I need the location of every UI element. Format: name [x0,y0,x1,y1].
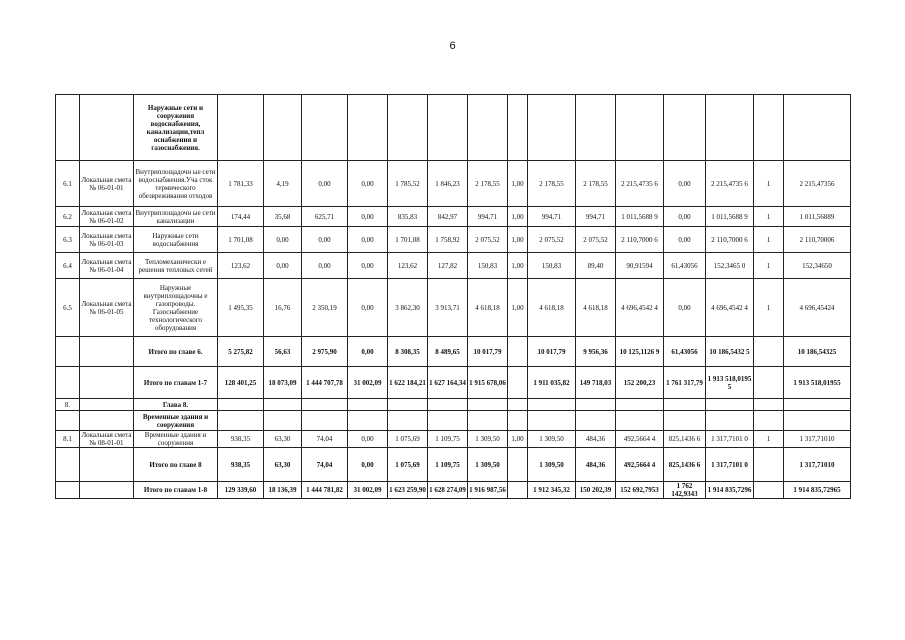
estimate-table [55,94,851,499]
value-cell: 484,36 [576,448,616,482]
value-cell: 1 628 274,09 [428,482,468,499]
row-number: 8.1 [56,431,80,448]
value-cell: 1 317,71010 [784,448,851,482]
value-cell [754,337,784,367]
value-cell: 3 913,71 [428,279,468,337]
value-cell [468,411,508,431]
table-row [56,227,851,253]
value-cell: 128 401,25 [218,367,264,399]
value-cell: 0,00 [302,253,348,279]
value-cell: 1 [754,279,784,337]
table-row [56,279,851,337]
value-cell: 152,3465 0 [706,253,754,279]
value-cell [428,95,468,161]
total-row [56,482,851,499]
value-cell: 1 317,7101 0 [706,431,754,448]
value-cell: 0,00 [348,227,388,253]
value-cell: 1 [754,207,784,227]
value-cell: 1,00 [508,431,528,448]
value-cell: 1 762 142,9343 [664,482,706,499]
value-cell: 1,00 [508,279,528,337]
estimate-ref [80,337,134,367]
value-cell: 825,1436 6 [664,448,706,482]
value-cell: 150,83 [528,253,576,279]
value-cell [576,411,616,431]
item-name: Временные здания и сооружения [134,411,218,431]
value-cell: 0,00 [664,207,706,227]
value-cell [784,399,851,411]
table-row [56,161,851,207]
row-number: 6.5 [56,279,80,337]
total-row [56,337,851,367]
value-cell: 2 075,52 [576,227,616,253]
value-cell: 1 444 781,82 [302,482,348,499]
estimate-ref [80,411,134,431]
value-cell: 10 186,5432 5 [706,337,754,367]
value-cell [218,95,264,161]
chapter-row [56,399,851,411]
row-number [56,337,80,367]
value-cell: 1 701,08 [388,227,428,253]
value-cell: 1 495,35 [218,279,264,337]
value-cell: 835,83 [388,207,428,227]
estimate-ref [80,399,134,411]
value-cell [508,448,528,482]
value-cell [468,95,508,161]
value-cell: 31 002,09 [348,482,388,499]
value-cell: 16,76 [264,279,302,337]
value-cell: 2 350,19 [302,279,348,337]
value-cell: 2 110,7000 6 [706,227,754,253]
value-cell: 1 785,52 [388,161,428,207]
value-cell: 1 309,50 [528,448,576,482]
row-number [56,411,80,431]
value-cell: 994,71 [468,207,508,227]
value-cell: 2 215,4735 6 [616,161,664,207]
value-cell: 492,5664 4 [616,448,664,482]
value-cell: 1 109,75 [428,431,468,448]
value-cell [508,411,528,431]
value-cell: 2 110,7000 6 [616,227,664,253]
value-cell: 152 200,23 [616,367,664,399]
value-cell: 127,82 [428,253,468,279]
value-cell: 1 916 987,56 [468,482,508,499]
value-cell [508,399,528,411]
value-cell: 18 136,39 [264,482,302,499]
value-cell [754,448,784,482]
value-cell: 10 017,79 [468,337,508,367]
value-cell: 1 911 035,82 [528,367,576,399]
value-cell: 152 692,7953 [616,482,664,499]
item-name: Итого по главе 6. [134,337,218,367]
value-cell: 0,00 [264,227,302,253]
total-row [56,448,851,482]
value-cell: 1 011,5688 9 [616,207,664,227]
value-cell: 1 317,71010 [784,431,851,448]
value-cell: 0,00 [348,448,388,482]
value-cell: 2 075,52 [468,227,508,253]
item-name: Итого по главам 1-8 [134,482,218,499]
value-cell [218,411,264,431]
page-number: 6 [449,40,456,52]
value-cell: 2 110,70006 [784,227,851,253]
value-cell: 625,71 [302,207,348,227]
value-cell: 1 915 678,06 [468,367,508,399]
item-name: Внутриплощадочн ые сети канализации [135,208,216,225]
value-cell: 0,00 [302,161,348,207]
estimate-ref: Локальная смета № 06-01-05 [80,279,134,337]
value-cell: 825,1436 6 [664,431,706,448]
value-cell: 1 [754,227,784,253]
estimate-ref: Локальная смета № 06-01-03 [80,227,134,253]
estimate-ref [80,95,134,161]
value-cell: 1 444 707,78 [302,367,348,399]
value-cell: 2 178,55 [576,161,616,207]
value-cell [664,95,706,161]
value-cell: 1 075,69 [388,431,428,448]
value-cell: 1 913 518,01955 [784,367,851,399]
value-cell [388,95,428,161]
item-name: Наружные внутриплощадочны е газопроводы. Газоснабжение технологического оборудования [134,279,218,337]
value-cell [508,367,528,399]
value-cell: 8 489,65 [428,337,468,367]
value-cell: 1 623 259,90 [388,482,428,499]
value-cell: 8 308,35 [388,337,428,367]
value-cell: 123,62 [218,253,264,279]
value-cell [754,411,784,431]
value-cell: 5 275,82 [218,337,264,367]
value-cell: 63,30 [264,431,302,448]
value-cell [706,95,754,161]
value-cell [428,399,468,411]
value-cell: 1 914 835,72965 [784,482,851,499]
value-cell: 994,71 [576,207,616,227]
value-cell: 61,43056 [664,337,706,367]
value-cell: 3 862,30 [388,279,428,337]
item-name: Итого по главе 8 [134,448,218,482]
table-row [56,207,851,227]
value-cell [264,95,302,161]
value-cell: 1 758,92 [428,227,468,253]
value-cell: 0,00 [664,279,706,337]
value-cell [264,411,302,431]
value-cell: 0,00 [348,431,388,448]
value-cell: 1 317,7101 0 [706,448,754,482]
value-cell: 149 718,03 [576,367,616,399]
estimate-ref [80,482,134,499]
value-cell: 0,00 [664,227,706,253]
value-cell: 1 075,69 [388,448,428,482]
table-row [56,431,851,448]
value-cell: 90,91594 [616,253,664,279]
value-cell [388,411,428,431]
value-cell: 4 618,18 [576,279,616,337]
value-cell: 842,97 [428,207,468,227]
value-cell: 61,43056 [664,253,706,279]
value-cell [754,367,784,399]
value-cell [616,411,664,431]
value-cell: 1 [754,431,784,448]
estimate-table-body [56,95,851,499]
value-cell [348,399,388,411]
value-cell: 2 215,47356 [784,161,851,207]
value-cell [616,95,664,161]
value-cell [754,399,784,411]
value-cell: 89,40 [576,253,616,279]
value-cell [468,399,508,411]
value-cell: 1,00 [508,253,528,279]
value-cell [302,95,348,161]
value-cell: 1,00 [508,207,528,227]
value-cell: 0,00 [302,227,348,253]
value-cell: 4,19 [264,161,302,207]
value-cell: 10 017,79 [528,337,576,367]
value-cell: 63,30 [264,448,302,482]
value-cell [528,411,576,431]
table-row [56,253,851,279]
value-cell: 0,00 [264,253,302,279]
value-cell: 994,71 [528,207,576,227]
value-cell: 1 846,23 [428,161,468,207]
value-cell [264,399,302,411]
value-cell: 1 309,50 [468,431,508,448]
value-cell [528,95,576,161]
value-cell [508,95,528,161]
value-cell [508,337,528,367]
item-name: Глава 8. [134,399,218,411]
value-cell: 492,5664 4 [616,431,664,448]
row-number [56,367,80,399]
value-cell [302,411,348,431]
value-cell: 0,00 [664,161,706,207]
value-cell: 4 696,4542 4 [706,279,754,337]
value-cell: 10 186,54325 [784,337,851,367]
value-cell: 1 622 184,21 [388,367,428,399]
value-cell [784,95,851,161]
value-cell: 1,00 [508,161,528,207]
item-name: Наружные сети и сооружения водоснабжения, канализации,тепл оснабжения и газоснабжения. [134,95,218,161]
value-cell: 1 914 835,7296 [706,482,754,499]
item-name: Тепломеханически е решения тепловых сетей [134,253,218,279]
value-cell: 2 215,4735 6 [706,161,754,207]
row-number [56,95,80,161]
value-cell: 4 696,45424 [784,279,851,337]
value-cell [784,411,851,431]
estimate-ref: Локальная смета № 06-01-02 [80,207,134,227]
row-number: 6.4 [56,253,80,279]
value-cell [706,411,754,431]
item-name: Наружные сети водоснабжения [134,227,218,253]
value-cell: 1 [754,253,784,279]
value-cell: 9 956,36 [576,337,616,367]
value-cell: 2 975,90 [302,337,348,367]
value-cell [302,399,348,411]
row-number: 6.1 [56,161,80,207]
value-cell: 1 913 518,0195 5 [706,367,754,399]
value-cell: 4 618,18 [528,279,576,337]
value-cell: 2 178,55 [528,161,576,207]
value-cell: 1 912 345,32 [528,482,576,499]
value-cell: 2 075,52 [528,227,576,253]
value-cell: 150 202,39 [576,482,616,499]
value-cell: 1 701,08 [218,227,264,253]
value-cell: 152,34650 [784,253,851,279]
value-cell: 0,00 [348,161,388,207]
value-cell: 1 781,33 [218,161,264,207]
value-cell [576,399,616,411]
value-cell: 123,62 [388,253,428,279]
value-cell: 74,04 [302,448,348,482]
row-number: 6.3 [56,227,80,253]
value-cell: 938,35 [218,431,264,448]
value-cell: 4 618,18 [468,279,508,337]
section-row [56,411,851,431]
value-cell: 1 109,75 [428,448,468,482]
value-cell: 150,83 [468,253,508,279]
value-cell: 2 178,55 [468,161,508,207]
value-cell: 129 339,60 [218,482,264,499]
value-cell [218,399,264,411]
value-cell [348,95,388,161]
value-cell [616,399,664,411]
value-cell [348,411,388,431]
row-number: 8. [56,399,80,411]
estimate-ref: Локальная смета № 06-01-04 [80,253,134,279]
item-name: Временные здания и сооружения [134,431,218,448]
value-cell: 35,68 [264,207,302,227]
value-cell [664,411,706,431]
value-cell [576,95,616,161]
value-cell: 1,00 [508,227,528,253]
value-cell: 0,00 [348,337,388,367]
item-name: Итого по главам 1-7 [134,367,218,399]
value-cell: 1 011,56889 [784,207,851,227]
item-name: Внутриплощадочн ые сети водоснабжения.Уча сток термического обезвреживания отходов [134,161,218,207]
value-cell: 74,04 [302,431,348,448]
value-cell: 1 011,5688 9 [706,207,754,227]
row-number: 6.2 [56,207,80,227]
value-cell: 1 761 317,79 [664,367,706,399]
total-row [56,367,851,399]
value-cell: 0,00 [348,207,388,227]
value-cell [664,399,706,411]
value-cell: 938,35 [218,448,264,482]
value-cell: 0,00 [348,279,388,337]
value-cell: 1 309,50 [528,431,576,448]
row-number [56,482,80,499]
estimate-ref [80,448,134,482]
section-row [56,95,851,161]
value-cell: 1 [754,161,784,207]
value-cell [428,411,468,431]
estimate-ref [80,367,134,399]
value-cell [528,399,576,411]
value-cell: 1 309,50 [468,448,508,482]
value-cell [706,399,754,411]
row-number [56,448,80,482]
value-cell: 4 696,4542 4 [616,279,664,337]
estimate-ref: Локальная смета № 06-01-01 [80,161,134,207]
value-cell [388,399,428,411]
value-cell [508,482,528,499]
value-cell [754,95,784,161]
value-cell: 10 125,1126 9 [616,337,664,367]
value-cell: 56,63 [264,337,302,367]
value-cell: 174,44 [218,207,264,227]
value-cell: 31 002,09 [348,367,388,399]
value-cell: 0,00 [348,253,388,279]
value-cell: 484,36 [576,431,616,448]
value-cell: 18 073,09 [264,367,302,399]
value-cell: 1 627 164,34 [428,367,468,399]
estimate-ref: Локальная смета № 08-01-01 [80,431,134,448]
value-cell [754,482,784,499]
